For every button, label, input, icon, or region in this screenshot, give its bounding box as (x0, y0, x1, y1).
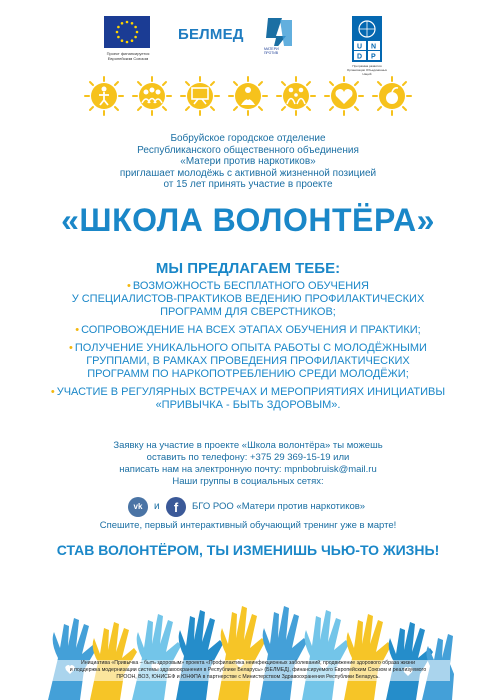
svg-text:D: D (357, 53, 363, 61)
health-icon (324, 76, 364, 116)
footer-note (46, 660, 450, 681)
svg-text:P: P (371, 53, 376, 61)
footer-line: Инициатива «Привычка – быть здоровым» проекта «Профилактика неинфекционных заболеваний, продвижение здорового образа жизни (80, 660, 416, 666)
social-group-name[interactable]: БГО РОО «Матери против наркотиков» (192, 501, 366, 512)
offer-text: ВОЗМОЖНОСТЬ БЕСПЛАТНОГО ОБУЧЕНИЯ (132, 280, 369, 292)
offer-text: СОПРОВОЖДЕНИЕ НА ВСЕХ ЭТАПАХ ОБУЧЕНИЯ И ПРАКТИКИ; (81, 324, 421, 336)
doctor-icon (228, 76, 268, 116)
and-word: и (154, 501, 160, 512)
svg-text:U: U (357, 43, 363, 51)
intro-text (0, 133, 496, 191)
eu-caption: Проект финансируется Европейским Союзом (106, 51, 150, 61)
offer-text: «ПРИВЫЧКА - БЫТЬ ЗДОРОВЫМ». (155, 399, 341, 411)
contact-line: Наши группы в социальных сетях: (172, 476, 324, 487)
list-item (34, 342, 462, 381)
offer-text: ПРОГРАММ ДЛЯ СВЕРСТНИКОВ; (160, 306, 336, 318)
group-icon (132, 76, 172, 116)
list-item (34, 280, 462, 319)
sport-icon (84, 76, 124, 116)
social-links (128, 495, 388, 521)
nutrition-icon (372, 76, 412, 116)
offer-text: У СПЕЦИАЛИСТОВ-ПРАКТИКОВ ВЕДЕНИЮ ПРОФИЛАКТИЧЕСКИХ (71, 293, 425, 305)
eu-flag-icon (104, 16, 150, 48)
bullet-icon: • (50, 386, 55, 398)
family-icon (276, 76, 316, 116)
intro-line: «Матери против наркотиков» (180, 156, 316, 167)
offer-text: УЧАСТИЕ В РЕГУЛЯРНЫХ ВСТРЕЧАХ И МЕРОПРИЯТИЯХ ИНИЦИАТИВЫ (56, 386, 446, 398)
bullet-icon: • (69, 342, 73, 354)
undp-caption: Программа развития Организации Объединённых Наций (346, 64, 388, 76)
training-announcement: Спешите, первый интерактивный обучающий тренинг уже в марте! (99, 520, 397, 531)
contact-line: Заявку на участие в проекте «Школа волонтёра» ты можешь (113, 440, 383, 451)
list-item (34, 386, 462, 412)
svg-text:МАТЕРИ: МАТЕРИ (264, 47, 279, 51)
intro-line: Республиканского общественного объединения (137, 144, 359, 156)
svg-text:ПРОТИВ: ПРОТИВ (264, 51, 279, 55)
offer-text: ГРУППАМИ, В РАМКАХ ПРОВЕДЕНИЯ ПРОФИЛАКТИЧЕСКИХ (86, 355, 410, 367)
mpn-logo-icon (262, 16, 296, 56)
undp-logo-icon (352, 16, 382, 62)
intro-line: приглашает молодёжь с активной жизненной позицией (119, 167, 377, 179)
topic-icons (84, 76, 414, 120)
vk-icon[interactable]: vk (128, 497, 148, 517)
offer-text: ПОЛУЧЕНИЕ УНИКАЛЬНОГО ОПЫТА РАБОТЫ С МОЛОДЁЖНЫМИ (74, 342, 427, 354)
intro-line: от 15 лет принять участие в проекте (163, 179, 333, 190)
bullet-icon: • (127, 280, 131, 292)
footer-line: и поддержка модернизации системы здравоохранения в Республике Беларусь» (БЕЛМЕД), финансируемого Европейским Союзом и реализуемого (69, 667, 427, 673)
belmed-logo: БЕЛМЕД (178, 26, 244, 43)
offer-list (34, 280, 462, 412)
offer-heading: МЫ ПРЕДЛАГАЕМ ТЕБЕ: (155, 260, 341, 277)
partner-logos (0, 14, 496, 76)
contact-info (0, 440, 496, 488)
contact-line-phone[interactable]: оставить по телефону: +375 29 369-15-19 или (146, 452, 350, 463)
stage-icon (180, 76, 220, 116)
list-item (34, 324, 462, 337)
slogan: СТАВ ВОЛОНТЁРОМ, ТЫ ИЗМЕНИШЬ ЧЬЮ-ТО ЖИЗНЬ! (56, 542, 440, 558)
contact-line-email[interactable]: написать нам на электронную почту: mpnbobruisk@mail.ru (119, 464, 377, 475)
bullet-icon: • (75, 324, 80, 336)
footer-line: ПРООН, ВОЗ, ЮНИСЕФ и ЮНФПА в партнерстве с Министерством Здравоохранения Республики Беларусь. (116, 674, 380, 680)
intro-line: Бобруйское городское отделение (170, 133, 326, 144)
svg-text:N: N (371, 43, 377, 51)
facebook-icon[interactable]: f (166, 497, 186, 517)
offer-text: ПРОГРАММ ПО НАРКОПОТРЕБЛЕНИЮ СРЕДИ МОЛОДЁЖИ; (87, 368, 409, 380)
page-title: «ШКОЛА ВОЛОНТЁРА» (61, 202, 435, 238)
